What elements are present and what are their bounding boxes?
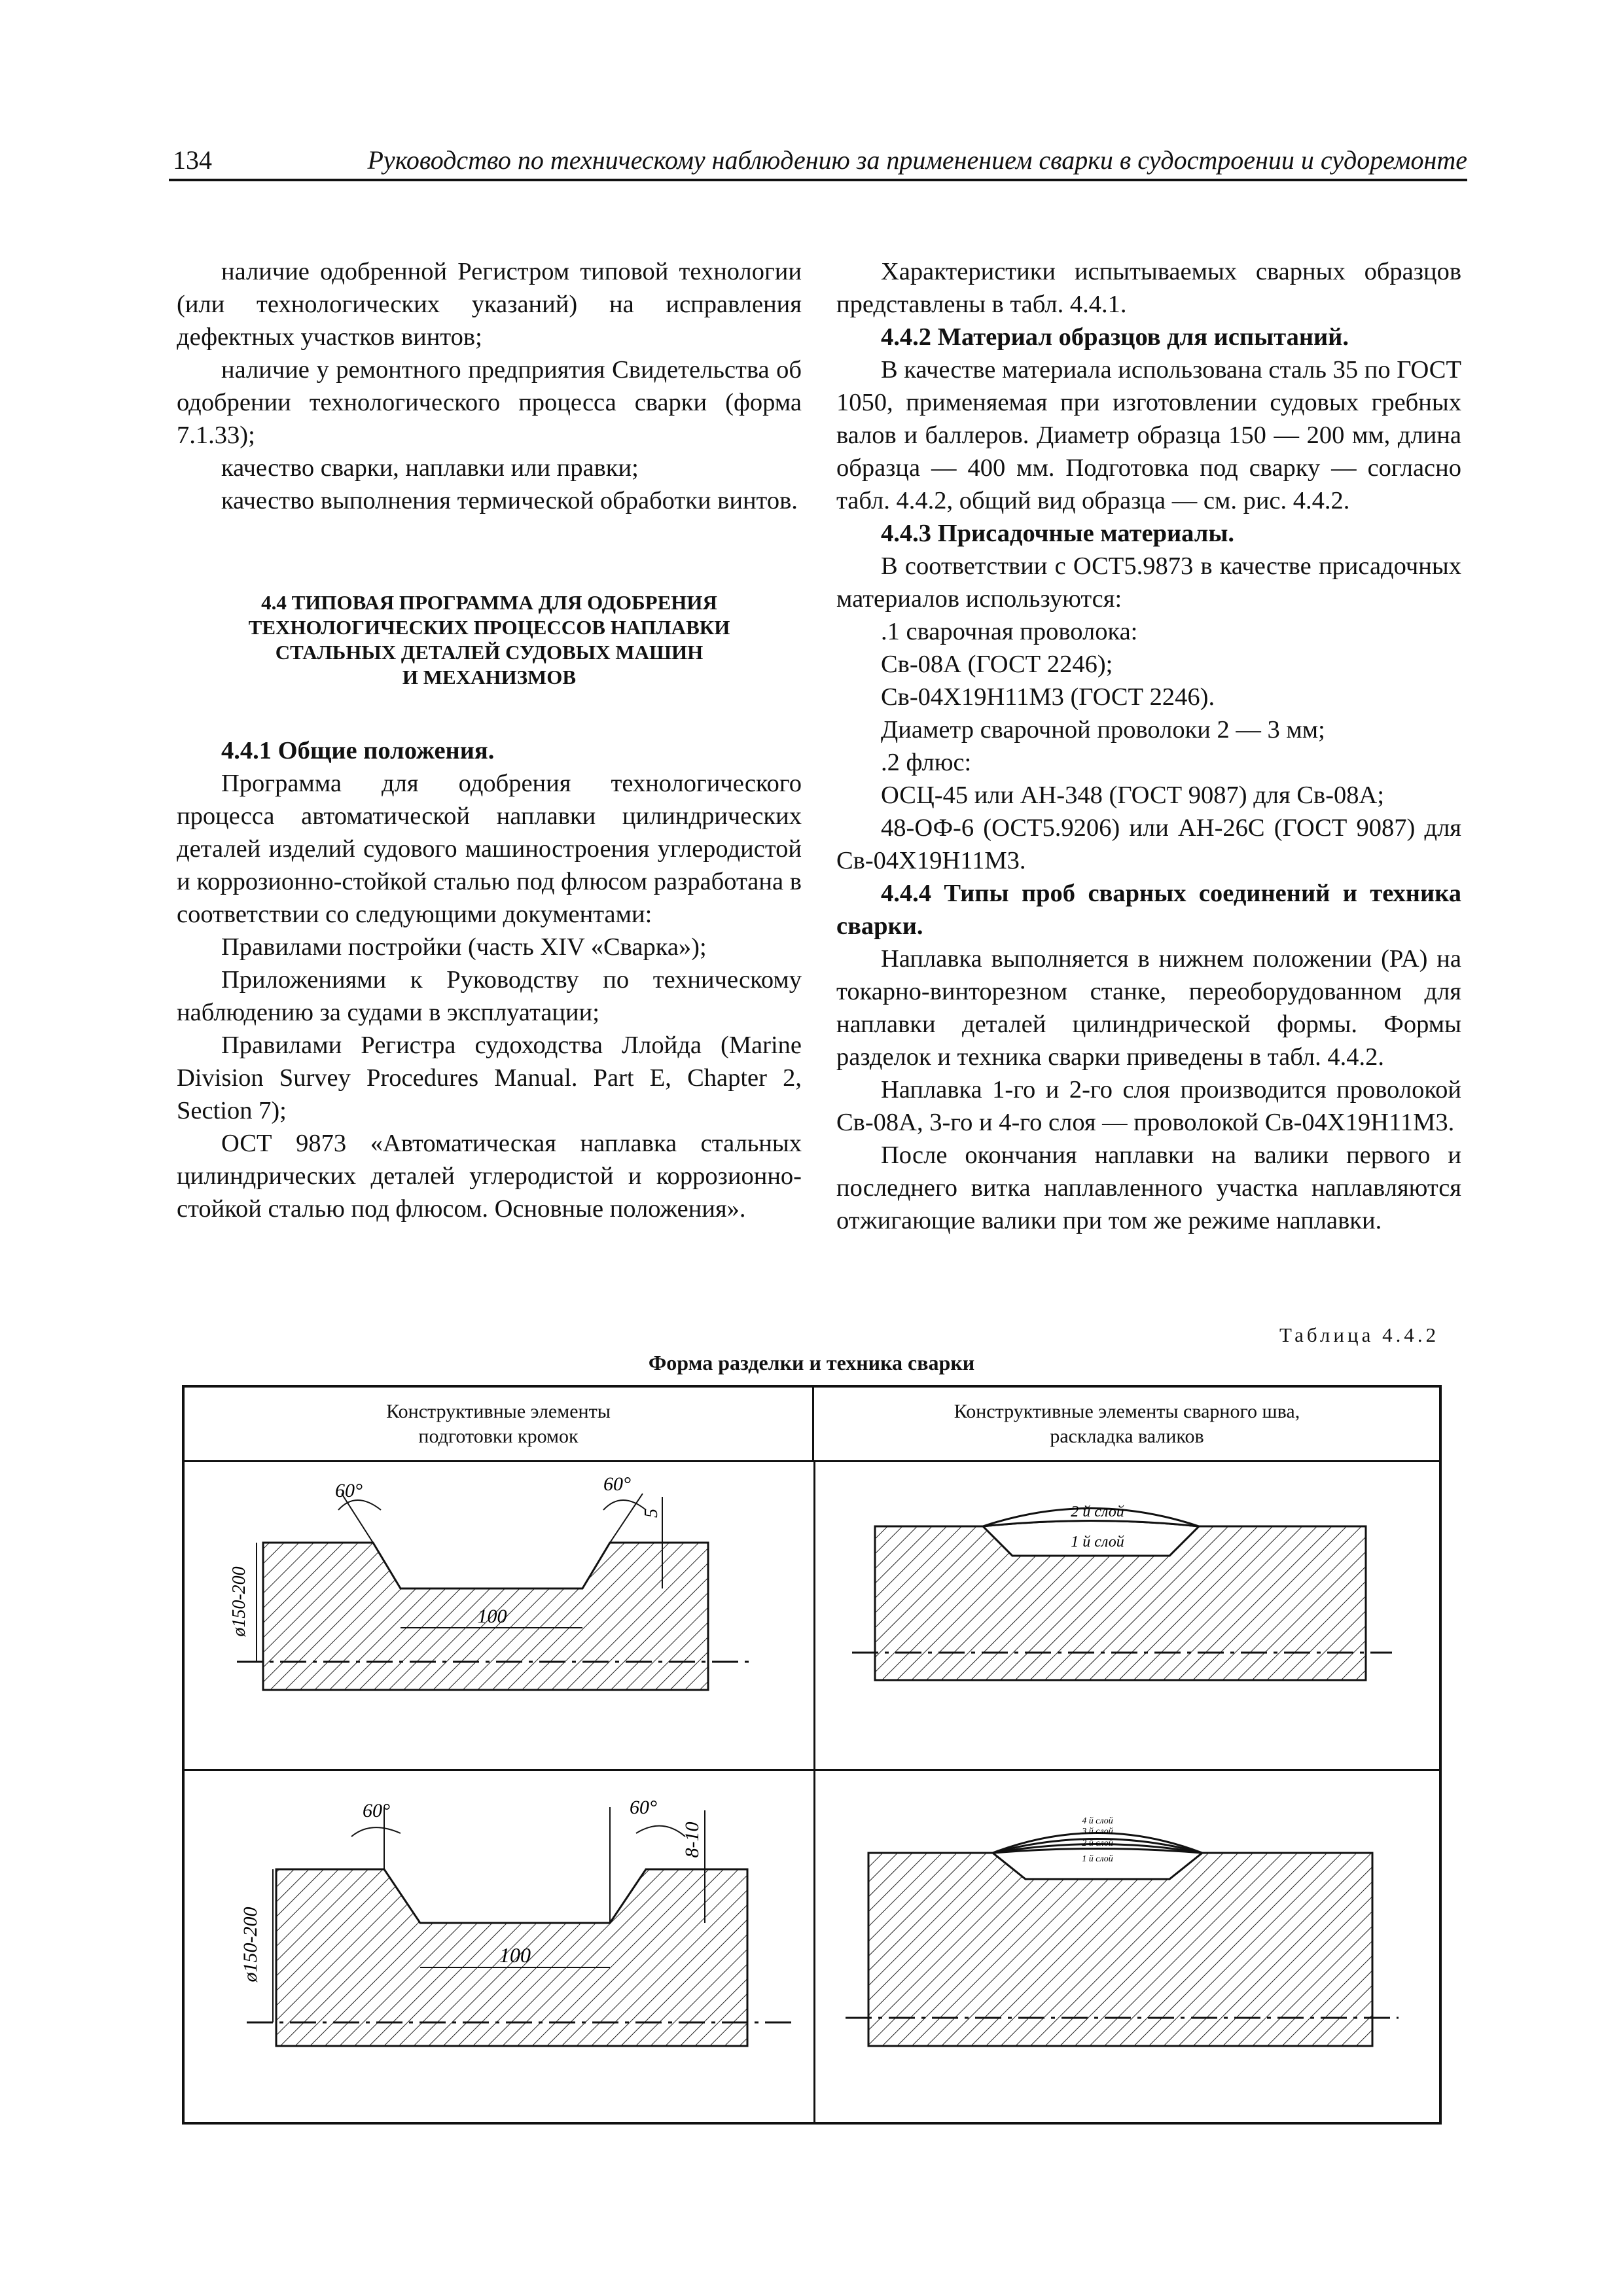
width-label: 100	[477, 1605, 507, 1627]
layer-label: 2 й слой	[1071, 1503, 1124, 1520]
list-item: .2 флюс:	[881, 749, 972, 776]
subsection-heading: 4.4.1 Общие положения.	[221, 737, 495, 764]
paragraph: Приложениями к Руководству по техническому наблюдению за судами в эксплуатации;	[177, 966, 802, 1026]
header-line: подготовки кромок	[418, 1425, 579, 1447]
header-line: раскладка валиков	[1050, 1425, 1204, 1447]
paragraph: качество сварки, наплавки или правки;	[221, 454, 639, 482]
layer-label: 1 й слой	[1082, 1854, 1113, 1864]
drawing-groove-deep-svg	[185, 1771, 813, 2125]
layer-label: 3 й слой	[1082, 1827, 1113, 1837]
angle-arc-left	[338, 1500, 381, 1510]
list-item: Св-04Х19Н11М3 (ГОСТ 2246).	[881, 683, 1215, 711]
angle-label-right: 60°	[630, 1797, 657, 1818]
angle-label-left: 60°	[363, 1800, 390, 1821]
section-title-line: СТАЛЬНЫХ ДЕТАЛЕЙ СУДОВЫХ МАШИН	[275, 641, 704, 664]
list-item: .1 сварочная проволока:	[881, 618, 1138, 645]
diameter-label: ø150-200	[229, 1566, 249, 1637]
drawing-weld-four-layers-svg	[816, 1771, 1440, 2125]
width-label: 100	[499, 1943, 531, 1967]
running-title: Руководство по техническому наблюдению за применением сварки в судостроении и судоремонте	[367, 145, 1467, 175]
drawing-groove-shallow	[185, 1464, 813, 1769]
table-caption: Форма разделки и техника сварки	[648, 1351, 975, 1374]
angle-label-left: 60°	[335, 1480, 363, 1501]
page-number: 134	[173, 145, 212, 175]
paragraph: Наплавка 1-го и 2-го слоя производится проволокой Св-08А, 3-го и 4-го слоя — проволокой Св-04Х19Н11М3.	[836, 1076, 1461, 1136]
section-title-line: 4.4 ТИПОВАЯ ПРОГРАММА ДЛЯ ОДОБРЕНИЯ	[261, 591, 717, 614]
section-title-line: ТЕХНОЛОГИЧЕСКИХ ПРОЦЕССОВ НАПЛАВКИ	[248, 616, 730, 639]
table-header-cell	[185, 1388, 814, 1462]
table	[182, 1385, 1442, 2125]
section-title	[177, 590, 802, 690]
drawing-weld-four-layers	[816, 1771, 1440, 2125]
depth-label: 5	[641, 1509, 662, 1518]
drawing-groove-deep	[185, 1771, 813, 2125]
header-line: Конструктивные элементы	[386, 1400, 611, 1422]
drawing-weld-two-layers-svg	[816, 1464, 1440, 1769]
paragraph: наличие у ремонтного предприятия Свидетельства об одобрении технологического процесса сварки (форма 7.1.33);	[177, 356, 802, 449]
paragraph: В качестве материала использована сталь 35 по ГОСТ 1050, применяемая при изготовлении судовых гребных валов и баллеров. Диаметр образца 150 — 200 мм, длина образца — 400 мм. Подготовка под сварку — согласно табл. 4.4.2, общий вид образца — см. рис. 4.4.2.	[836, 356, 1461, 514]
subsection-heading: 4.4.4 Типы проб сварных соединений и техника сварки.	[836, 880, 1461, 940]
header-rule	[169, 179, 1467, 181]
list-item: Диаметр сварочной проволоки 2 — 3 мм;	[881, 716, 1325, 744]
drawing-weld-two-layers	[816, 1464, 1440, 1769]
angle-label-right: 60°	[603, 1473, 631, 1495]
list-item: 48-ОФ-6 (ОСТ5.9206) или АН-26С (ГОСТ 9087) для Св-04Х19Н11М3.	[836, 814, 1461, 874]
right-column	[836, 255, 1461, 1237]
paragraph: В соответствии с ОСТ5.9873 в качестве присадочных материалов используются:	[836, 552, 1461, 613]
table-header-cell	[814, 1388, 1440, 1462]
section-title-line: И МЕХАНИЗМОВ	[402, 666, 577, 689]
diameter-label: ø150-200	[240, 1907, 261, 1982]
drawing-groove-shallow-svg	[185, 1464, 813, 1769]
subsection-heading: 4.4.3 Присадочные материалы.	[881, 520, 1235, 547]
angle-arc-left	[351, 1827, 401, 1837]
paragraph: ОСТ 9873 «Автоматическая наплавка стальных цилиндрических деталей углеродистой и коррозионно-стойкой сталью под флюсом. Основные положения».	[177, 1130, 802, 1223]
angle-arc-right	[636, 1826, 685, 1837]
page-header	[169, 141, 1467, 181]
list-item: Св-08А (ГОСТ 2246);	[881, 651, 1113, 678]
paragraph: Характеристики испытываемых сварных образцов представлены в табл. 4.4.1.	[836, 258, 1461, 318]
paragraph: наличие одобренной Регистром типовой технологии (или технологических указаний) на исправления дефектных участков винтов;	[177, 258, 802, 351]
list-item: ОСЦ-45 или АН-348 (ГОСТ 9087) для Св-08А;	[881, 781, 1385, 809]
layer-label: 4 й слой	[1082, 1816, 1113, 1826]
header-line: Конструктивные элементы сварного шва,	[954, 1400, 1300, 1422]
paragraph: Программа для одобрения технологического процесса автоматической наплавки цилиндрических деталей изделий судового машиностроения углеродистой и коррозионно-стойкой сталью под флюсом разработана в соответствии со следующими документами:	[177, 770, 802, 928]
subsection-heading: 4.4.2 Материал образцов для испытаний.	[881, 323, 1349, 351]
layer-label: 2 й слой	[1082, 1839, 1113, 1848]
layer-label: 1 й слой	[1071, 1534, 1124, 1551]
paragraph: После окончания наплавки на валики первого и последнего витка наплавленного участка наплавляются отжигающие валики при том же режиме наплавки.	[836, 1141, 1461, 1234]
paragraph: Правилами Регистра судоходства Ллойда (Marine Division Survey Procedures Manual. Part E, Chapter 2, Section 7);	[177, 1031, 802, 1124]
angle-arc-right	[603, 1500, 646, 1510]
paragraph: Наплавка выполняется в нижнем положении (PA) на токарно-винторезном станке, переоборудованном для наплавки деталей цилиндрической формы. Формы разделок и техника сварки приведены в табл. 4.4.2.	[836, 945, 1461, 1071]
paragraph: качество выполнения термической обработки винтов.	[221, 487, 798, 514]
paragraph: Правилами постройки (часть XIV «Сварка»);	[221, 933, 707, 961]
table-label: Таблица 4.4.2	[1279, 1323, 1440, 1346]
depth-label: 8-10	[681, 1821, 703, 1858]
left-column	[177, 255, 802, 1225]
table-divider-vertical	[813, 1462, 815, 2125]
